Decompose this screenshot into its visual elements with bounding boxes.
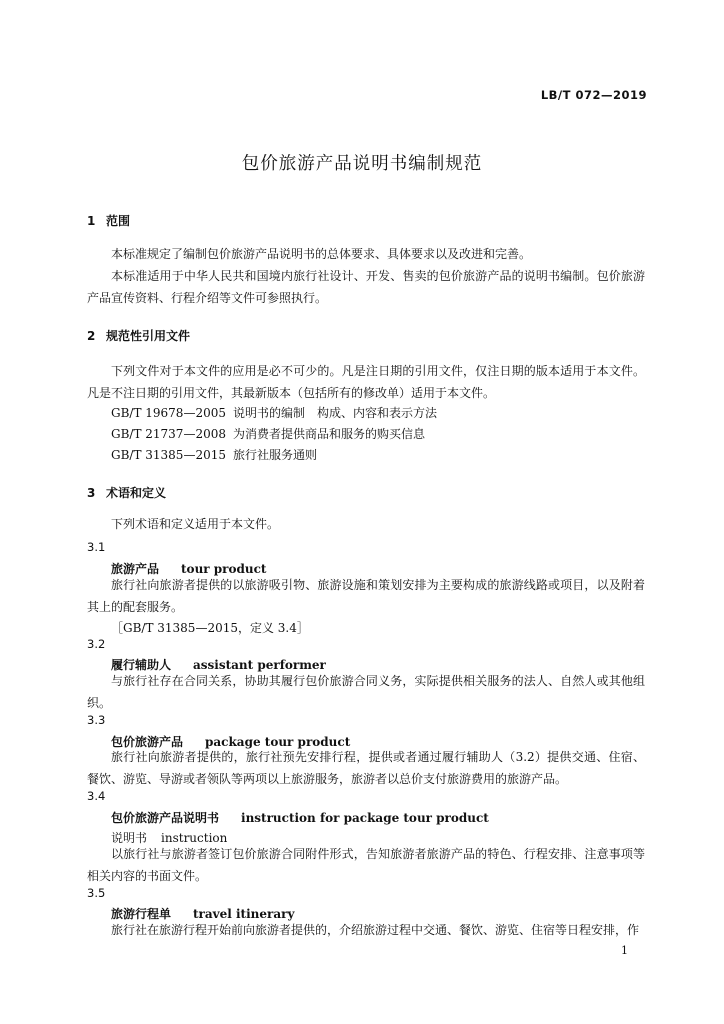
section-number: 3	[87, 486, 96, 500]
term-number: 3.4	[87, 789, 106, 803]
section-title: 范围	[106, 214, 131, 228]
term-zh: 履行辅助人	[111, 658, 172, 672]
section-body-references	[87, 360, 645, 404]
term-number: 3.1	[87, 540, 106, 554]
section-body-terms	[87, 513, 645, 535]
term-alt-en: instruction	[161, 831, 228, 845]
term-heading	[111, 809, 489, 826]
section-title: 规范性引用文件	[106, 329, 191, 343]
term-definition-block	[87, 919, 645, 941]
term-zh: 包价旅游产品说明书	[111, 811, 220, 825]
term-definition: 旅行社向旅游者提供的，旅行社预先安排行程，提供或者通过履行辅助人（3.2）提供交通、住宿、餐饮、游览、导游或者领队等两项以上旅游服务，旅游者以总价支付旅游费用的旅游产品。	[87, 750, 645, 786]
term-definition-block	[87, 746, 645, 790]
term-number: 3.5	[87, 886, 106, 900]
term-definition: 旅行社在旅游行程开始前向旅游者提供的，介绍旅游过程中交通、餐饮、游览、住宿等日程安排，作	[111, 923, 640, 937]
paragraph: 本标准适用于中华人民共和国境内旅行社设计、开发、售卖的包价旅游产品的说明书编制。包价旅游产品宣传资料、行程介绍等文件可参照执行。	[87, 269, 645, 305]
term-definition-block	[87, 670, 645, 714]
section-heading-scope	[87, 212, 130, 229]
term-en: assistant performer	[193, 658, 326, 672]
term-definition-block	[87, 843, 645, 887]
section-body-scope	[87, 243, 645, 309]
term-zh: 旅游产品	[111, 562, 160, 576]
standard-code: LB/T 072—2019	[540, 88, 647, 102]
section-title: 术语和定义	[106, 486, 167, 500]
page-title: 包价旅游产品说明书编制规范	[241, 154, 483, 174]
term-definition: 以旅行社与旅游者签订包价旅游合同附件形式，告知旅游者旅游产品的特色、行程安排、注意事项等相关内容的书面文件。	[87, 847, 645, 883]
reference-item	[111, 446, 317, 463]
term-alt-zh: 说明书	[111, 831, 148, 845]
reference-title: 为消费者提供商品和服务的购买信息	[233, 427, 426, 441]
section-number: 2	[87, 329, 96, 343]
section-number: 1	[87, 214, 96, 228]
section-heading-normative-references	[87, 327, 190, 344]
reference-title: 旅行社服务通则	[233, 448, 318, 462]
term-en: tour product	[181, 562, 267, 576]
term-number: 3.2	[87, 637, 106, 651]
page-number: 1	[621, 944, 628, 957]
reference-item	[111, 425, 425, 442]
term-en: travel itinerary	[193, 907, 295, 921]
term-definition: 旅行社向旅游者提供的以旅游吸引物、旅游设施和策划安排为主要构成的旅游线路或项目，以及附着其上的配套服务。	[87, 578, 645, 614]
section-heading-terms	[87, 484, 166, 501]
paragraph: 下列术语和定义适用于本文件。	[111, 517, 280, 531]
reference-item	[111, 404, 437, 421]
term-source: ［GB/T 31385—2015，定义 3.4］	[111, 621, 309, 635]
reference-code: GB/T 19678—2005	[111, 406, 226, 420]
term-zh: 旅游行程单	[111, 907, 172, 921]
reference-code: GB/T 21737—2008	[111, 427, 226, 441]
paragraph: 下列文件对于本文件的应用是必不可少的。凡是注日期的引用文件，仅注日期的版本适用于本文件。凡是不注日期的引用文件，其最新版本（包括所有的修改单）适用于本文件。	[87, 364, 645, 400]
term-zh: 包价旅游产品	[111, 735, 184, 749]
term-definition: 与旅行社存在合同关系，协助其履行包价旅游合同义务，实际提供相关服务的法人、自然人或其他组织。	[87, 674, 645, 710]
term-number: 3.3	[87, 713, 106, 727]
reference-title: 说明书的编制 构成、内容和表示方法	[233, 406, 438, 420]
term-definition-block	[87, 574, 645, 618]
term-en: instruction for package tour product	[241, 811, 489, 825]
term-en: package tour product	[205, 735, 351, 749]
reference-code: GB/T 31385—2015	[111, 448, 226, 462]
paragraph: 本标准规定了编制包价旅游产品说明书的总体要求、具体要求以及改进和完善。	[111, 247, 532, 261]
